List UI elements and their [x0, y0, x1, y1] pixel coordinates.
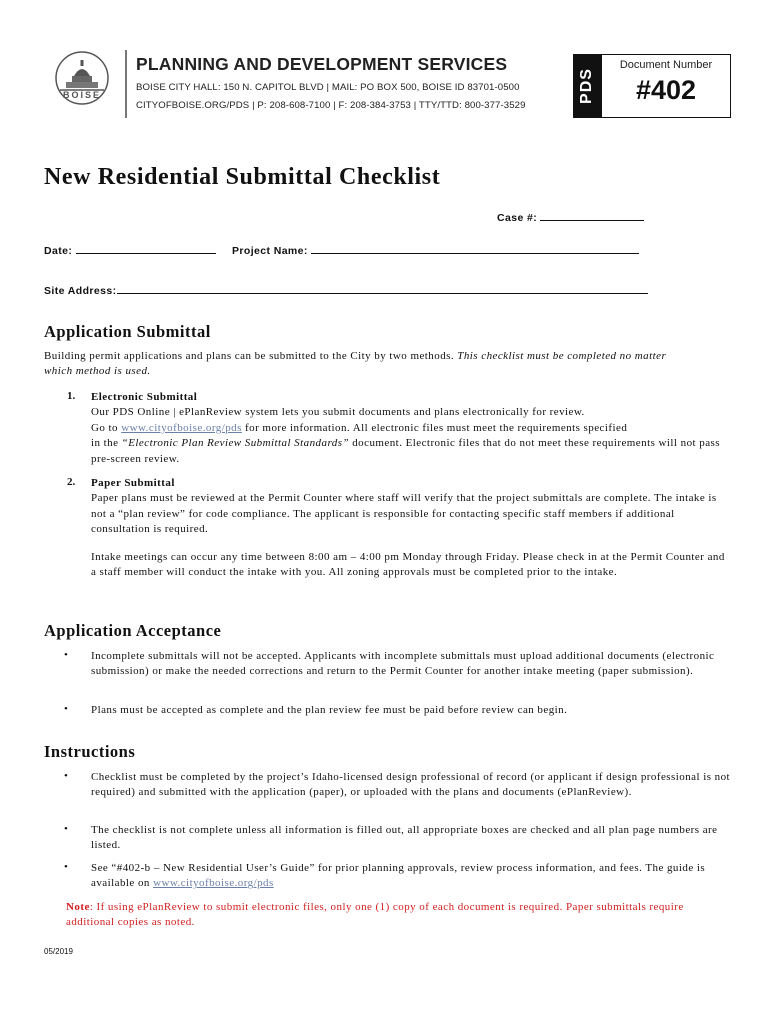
bullet-icon: • — [64, 861, 68, 873]
document-number-box — [601, 54, 731, 118]
boise-seal-logo — [50, 50, 114, 114]
intake-meeting-text: Intake meetings can occur any time between 8:00 am – 4:00 pm Monday through Friday. Please check in at the Permit Counter and a staff member will conduct the intake with you. All zoning approvals must be completed prior to the intake. — [91, 551, 725, 579]
site-address-label: Site Address: — [44, 285, 117, 297]
section-heading-application-submittal: Application Submittal — [44, 322, 211, 341]
section-heading-application-acceptance: Application Acceptance — [44, 621, 222, 640]
page-title: New Residential Submittal Checklist — [44, 164, 441, 190]
instruction-bullet-2: The checklist is not complete unless all information is filled out, all appropriate boxes are checked and all plan page numbers are listed. — [91, 824, 718, 852]
case-input[interactable] — [540, 211, 644, 221]
instruction-bullet-3 — [91, 861, 731, 892]
paper-submittal-block — [91, 476, 731, 538]
org-name: PLANNING AND DEVELOPMENT SERVICES — [136, 54, 508, 74]
in-the-text: in the — [91, 437, 122, 450]
date-input[interactable] — [76, 244, 216, 254]
instruction-bullet-1: Checklist must be completed by the project’s Idaho-licensed design professional of record (or applicant if design professional is not required) and submitted with the application (paper), or uploaded with the plans and documents (ePlanReview). — [91, 771, 731, 799]
case-label: Case #: — [497, 212, 538, 224]
acceptance-bullet-1: Incomplete submittals will not be accepted. Applicants with incomplete submittals must upload additional documents (electronic submission) or make the needed corrections and return to the Permit Counter for another intake meeting (paper submission). — [91, 650, 715, 678]
pds-tab — [573, 54, 601, 118]
site-address-input[interactable] — [117, 284, 648, 294]
go-to-text: Go to — [91, 421, 122, 434]
pds-tab-label: PDS — [578, 68, 595, 104]
after-ref-text: document. Electronic files that do not meet these requirements will not pass pre-screen review. — [91, 437, 720, 465]
header-divider — [125, 50, 127, 118]
paper-submittal-text: Paper plans must be reviewed at the Permit Counter where staff will verify that the project submittals are complete. The intake is not a “plan review” for code compliance. The applicant is responsible for contacting specific staff members if additional consultation is required. — [91, 492, 717, 536]
eplan-note — [66, 900, 731, 931]
standards-doc-reference: “Electronic Plan Review Submittal Standards” — [121, 437, 350, 450]
instruction-bullet-3-text: See “#402-b – New Residential User’s Guide” for prior planning approvals, review process information, and fees. The guide is available on — [91, 862, 706, 890]
address-line: BOISE CITY HALL: 150 N. CAPITOL BLVD | MAIL: PO BOX 500, BOISE ID 83701-0500 — [136, 82, 520, 93]
electronic-submittal-title: Electronic Submittal — [91, 391, 198, 403]
bullet-icon: • — [64, 649, 68, 661]
after-link-text: for more information. All electronic files must meet the requirements specified — [241, 421, 628, 434]
electronic-submittal-block — [91, 390, 731, 467]
contact-line: CITYOFBOISE.ORG/PDS | P: 208-608-7100 | F: 208-384-3753 | TTY/TTD: 800-377-3529 — [136, 100, 526, 111]
item-number-1: 1. — [67, 390, 76, 402]
date-label: Date: — [44, 245, 73, 257]
logo-city-name: BOISE — [62, 90, 101, 100]
item-number-2: 2. — [67, 476, 76, 488]
pds-link[interactable]: www.cityofboise.org/pds — [121, 421, 242, 434]
submittal-intro-text: Building permit applications and plans can be submitted to the City by two methods. — [44, 350, 458, 362]
section-heading-instructions: Instructions — [44, 742, 136, 761]
project-name-input[interactable] — [311, 244, 639, 254]
project-name-field — [232, 244, 639, 257]
submittal-intro-italic: This checklist must be completed no matter which method is used. — [44, 350, 667, 378]
electronic-submittal-line1: Our PDS Online | ePlanReview system lets you submit documents and plans electronically for review. — [91, 406, 585, 419]
submittal-intro — [44, 349, 694, 380]
bullet-icon: • — [64, 703, 68, 715]
case-field — [497, 211, 644, 224]
date-field — [44, 244, 216, 257]
acceptance-bullet-2: Plans must be accepted as complete and the plan review fee must be paid before review can begin. — [91, 704, 568, 716]
bullet-icon: • — [64, 770, 68, 782]
project-name-label: Project Name: — [232, 245, 308, 257]
note-text: : If using ePlanReview to submit electronic files, only one (1) copy of each document is required. Paper submittals require additional copies as noted. — [66, 901, 684, 929]
paper-submittal-title: Paper Submittal — [91, 477, 175, 489]
revision-date: 05/2019 — [44, 947, 73, 956]
document-number: #402 — [635, 75, 697, 105]
guide-link[interactable]: www.cityofboise.org/pds — [153, 877, 274, 890]
note-label: Note — [66, 901, 90, 913]
bullet-icon: • — [64, 823, 68, 835]
site-address-field — [44, 284, 648, 297]
document-number-label: Document Number — [619, 59, 713, 71]
document-header — [42, 44, 732, 124]
